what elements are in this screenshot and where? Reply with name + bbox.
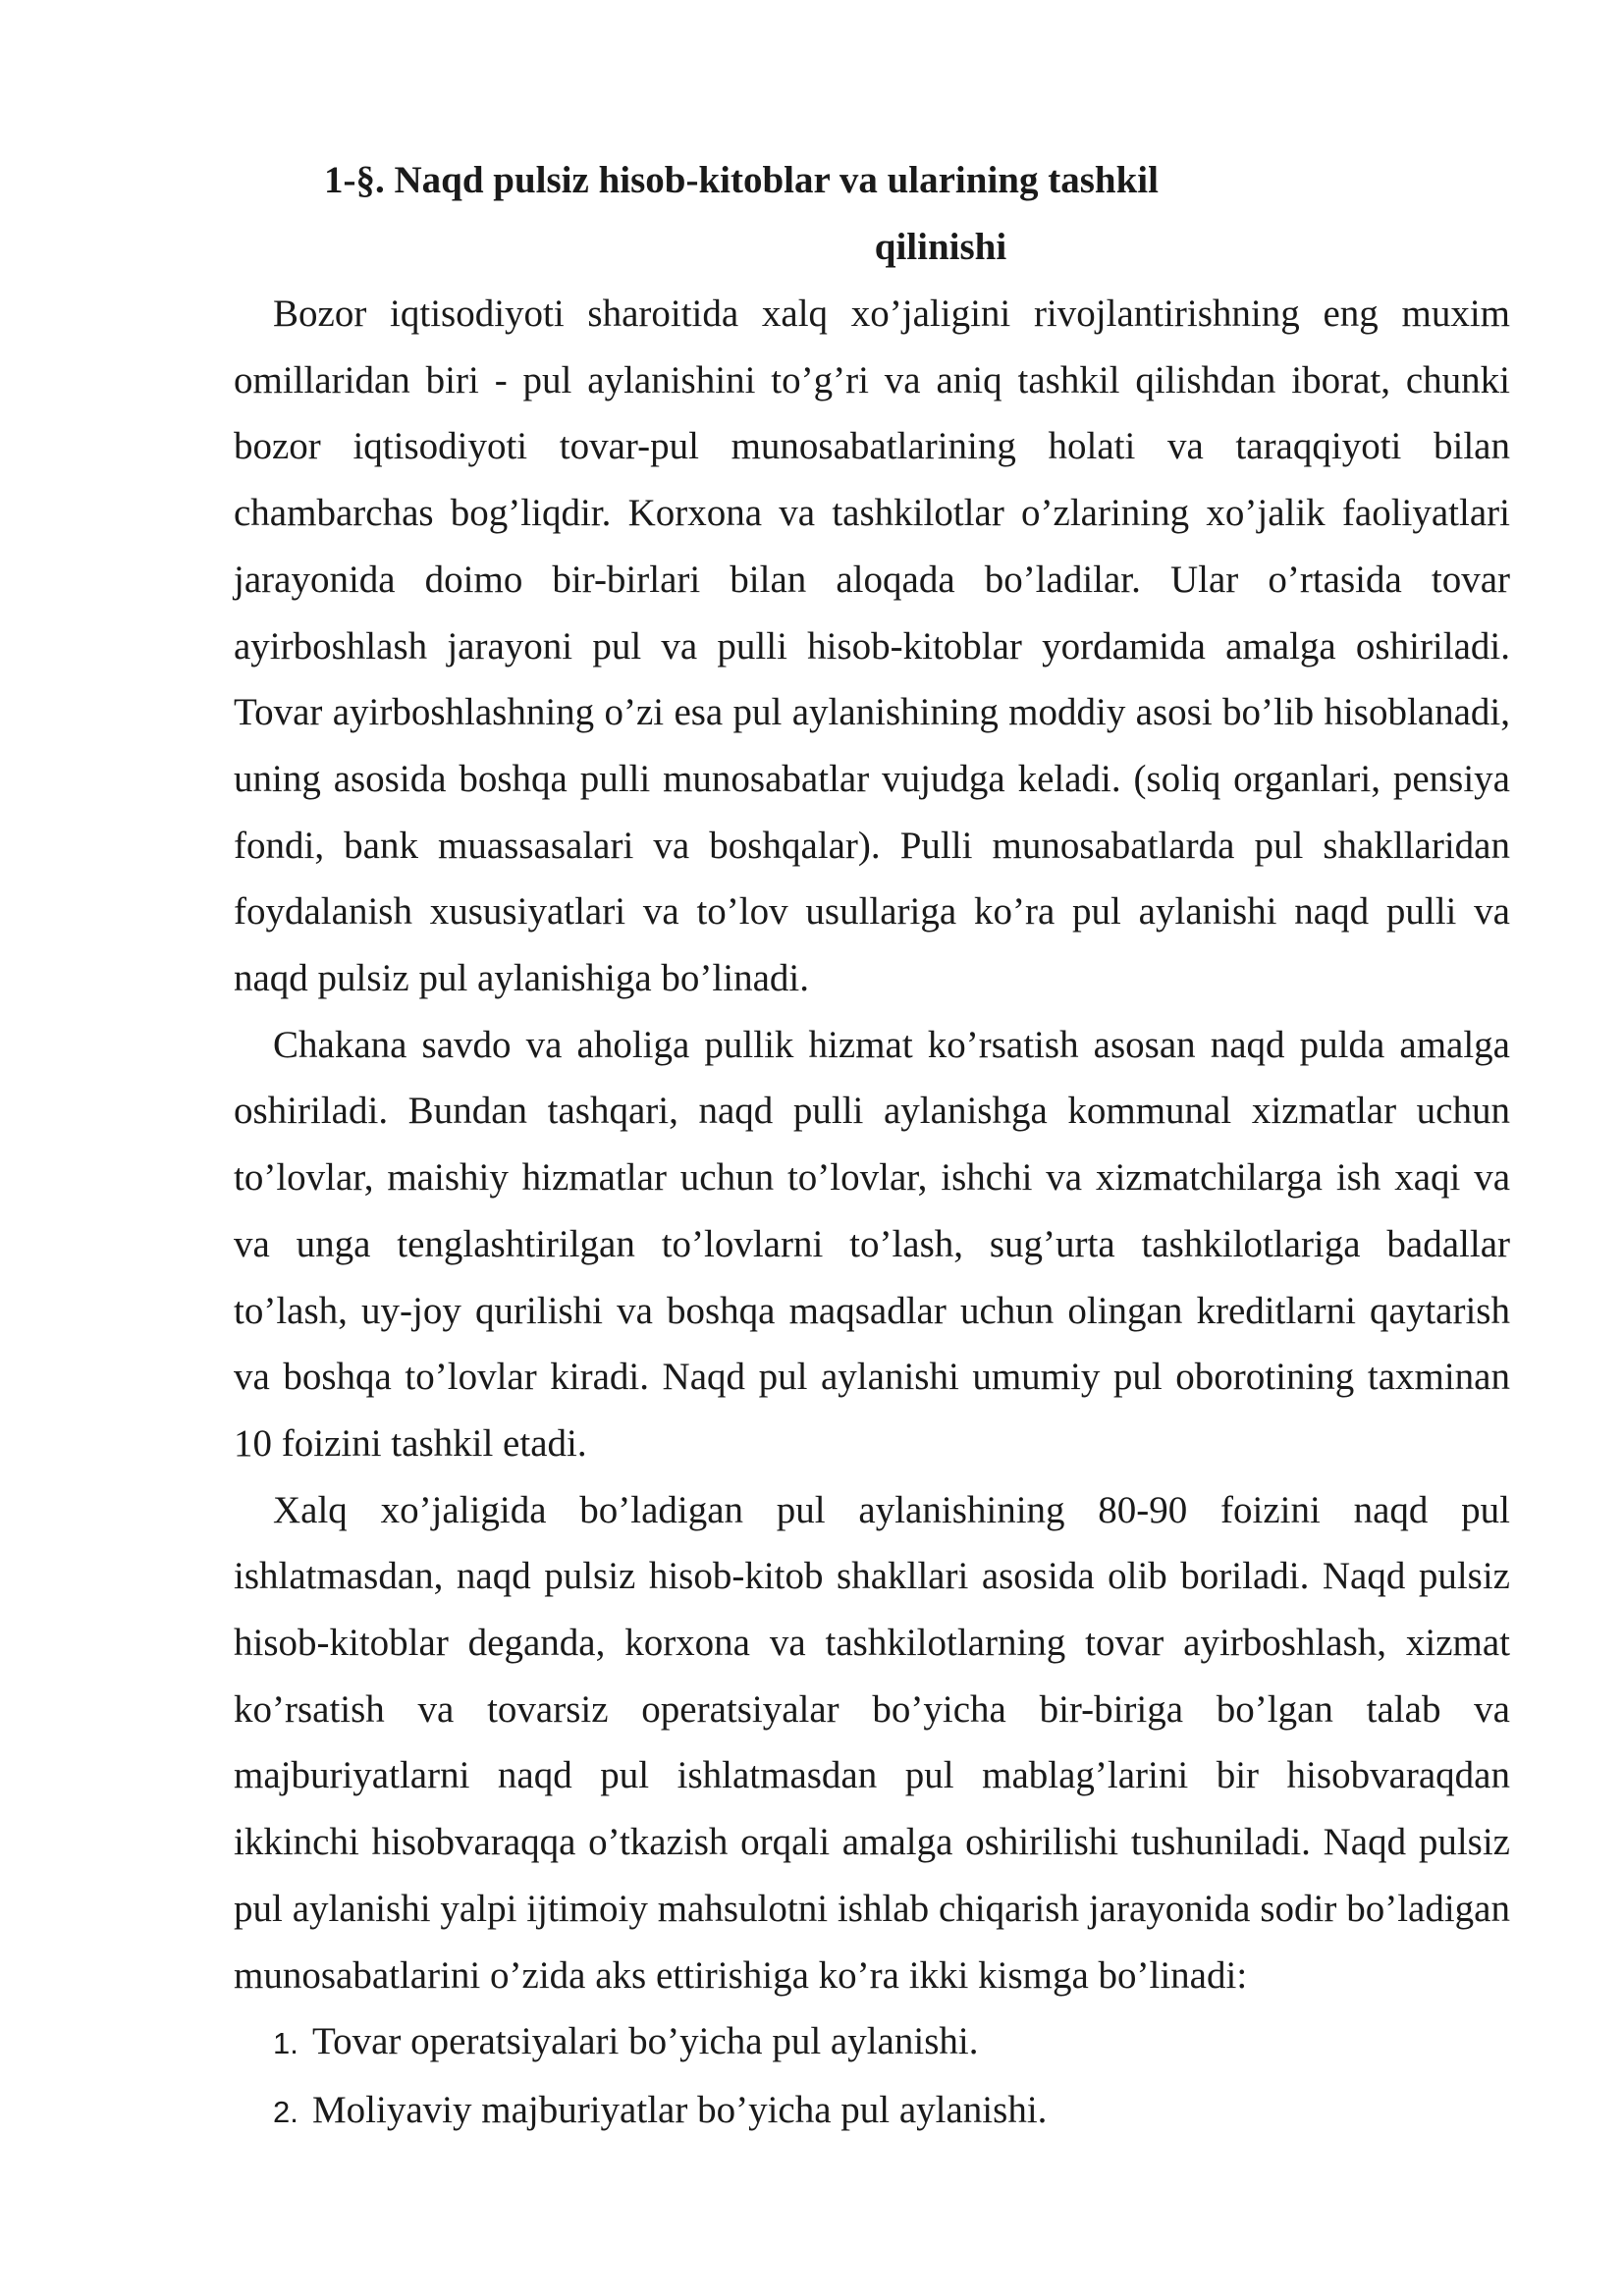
document-page [234, 147, 1510, 2146]
list-item [234, 2077, 1510, 2146]
body-paragraph-3: Xalq xo’jaligida bo’ladigan pul aylanishining 80-90 foizini naqd pul ishlatmasdan, naqd pulsiz hisob-kitob shakllari asosida olib boriladi. Naqd pulsiz hisob-kitoblar deganda, korxona va tashkilotlarning tovar ayirboshlash, xizmat ko’rsatish va tovarsiz operatsiyalar bo’yicha bir-biriga bo’lgan talab va majburiyatlarni naqd pul ishlatmasdan pul mablag’larini bir hisobvaraqdan ikkinchi hisobvaraqqa o’tkazish orqali amalga oshirilishi tushuniladi. Naqd pulsiz pul aylanishi yalpi ijtimoiy mahsulotni ishlab chiqarish jarayonida sodir bo’ladigan munosabatlarini o’zida aks ettirishiga ko’ra ikki kismga bo’linadi: [234, 1488, 1510, 1997]
section-heading-line-1: 1-§. Naqd pulsiz hisob-kitoblar va ularining tashkil [324, 159, 1159, 201]
numbered-list [234, 2008, 1510, 2145]
list-item-number: 2. [273, 2094, 298, 2129]
section-heading-line-2: qilinishi [874, 226, 1007, 268]
list-item-text: Tovar operatsiyalari bo’yicha pul aylanishi. [312, 2020, 979, 2063]
body-paragraph-1: Bozor iqtisodiyoti sharoitida xalq xo’jaligini rivojlantirishning eng muxim omillaridan biri - pul aylanishini to’g’ri va aniq tashkil qilishdan iborat, chunki bozor iqtisodiyoti tovar-pul munosabatlarining holati va taraqqiyoti bilan chambarchas bog’liqdir. Korxona va tashkilotlar o’zlarining xo’jalik faoliyatlari jarayonida doimo bir-birlari bilan aloqada bo’ladilar. Ular o’rtasida tovar ayirboshlash jarayoni pul va pulli hisob-kitoblar yordamida amalga oshiriladi. Tovar ayirboshlashning o’zi esa pul aylanishining moddiy asosi bo’lib hisoblanadi, uning asosida boshqa pulli munosabatlar vujudga keladi. (soliq organlari, pensiya fondi, bank muassasalari va boshqalar). Pulli munosabatlarda pul shakllaridan foydalanish xususiyatlari va to’lov usullariga ko’ra pul aylanishi naqd pulli va naqd pulsiz pul aylanishiga bo’linadi. [234, 293, 1510, 1000]
section-heading [234, 147, 1510, 281]
body-paragraph-2: Chakana savdo va aholiga pullik hizmat ko’rsatish asosan naqd pulda amalga oshiriladi. Bundan tashqari, naqd pulli aylanishga kommunal xizmatlar uchun to’lovlar, maishiy hizmatlar uchun to’lovlar, ishchi va xizmatchilarga ish xaqi va va unga tenglashtirilgan to’lovlarni to’lash, sug’urta tashkilotlariga badallar to’lash, uy-joy qurilishi va boshqa maqsadlar uchun olingan kreditlarni qaytarish va boshqa to’lovlar kiradi. Naqd pul aylanishi umumiy pul oborotining taxminan 10 foizini tashkil etadi. [234, 1023, 1510, 1465]
list-item-text: Moliyaviy majburiyatlar bo’yicha pul aylanishi. [312, 2088, 1048, 2131]
list-item [234, 2008, 1510, 2077]
list-item-number: 1. [273, 2026, 298, 2061]
